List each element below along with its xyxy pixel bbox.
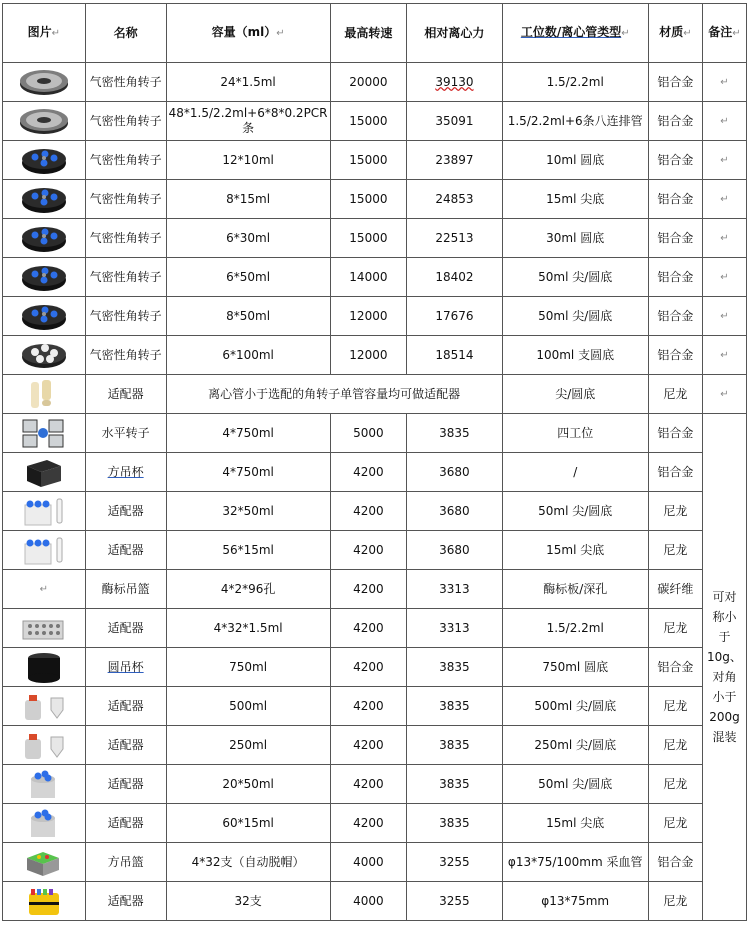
picture-cell xyxy=(3,765,86,804)
name-cell xyxy=(85,609,166,648)
tube-type-cell: 50ml 尖/圆底 xyxy=(502,765,648,804)
max-speed-cell: 20000 xyxy=(330,63,407,102)
max-speed-cell: 12000 xyxy=(330,297,407,336)
material-cell: 铝合金 xyxy=(648,102,702,141)
capacity-cell: 24*1.5ml xyxy=(166,63,330,102)
rotor-spec-table xyxy=(2,3,747,921)
rcf-cell xyxy=(407,804,502,843)
capacity-cell: 6*100ml xyxy=(166,336,330,375)
tube-type-cell: / xyxy=(502,453,648,492)
rcf-value: 24853 xyxy=(435,191,474,206)
remark-cell xyxy=(702,258,746,297)
paragraph-mark: ↵ xyxy=(720,233,729,244)
table-row xyxy=(3,765,747,804)
table-row xyxy=(3,531,747,570)
name-text: 适配器 xyxy=(107,815,144,830)
header-name: 名称 xyxy=(85,4,166,63)
picture-cell xyxy=(3,297,86,336)
picture-cell xyxy=(3,414,86,453)
table-row xyxy=(3,180,747,219)
table-row xyxy=(3,804,747,843)
remark-cell xyxy=(702,180,746,219)
header-rcf: 相对离心力 xyxy=(407,4,502,63)
name-cell xyxy=(85,102,166,141)
max-speed-cell: 4000 xyxy=(330,843,407,882)
white-angle-rotor-icon xyxy=(17,339,71,371)
table-row xyxy=(3,882,747,921)
round-bucket-icon xyxy=(17,651,71,683)
tube-type-cell: 10ml 圆底 xyxy=(502,141,648,180)
header-tube-type: 工位数/离心管类型↵ xyxy=(502,4,648,63)
rcf-cell xyxy=(407,609,502,648)
paragraph-mark: ↵ xyxy=(720,155,729,166)
name-text: 气密性角转子 xyxy=(89,74,162,89)
material-cell: 铝合金 xyxy=(648,258,702,297)
tube-type-cell: 50ml 尖/圆底 xyxy=(502,297,648,336)
name-cell xyxy=(85,765,166,804)
remark-cell xyxy=(702,102,746,141)
material-cell: 尼龙 xyxy=(648,687,702,726)
material-cell: 铝合金 xyxy=(648,180,702,219)
blue-angle-rotor-icon xyxy=(17,261,71,293)
tube-type-cell: 50ml 尖/圆底 xyxy=(502,258,648,297)
name-cell xyxy=(85,492,166,531)
name-text: 气密性角转子 xyxy=(89,113,162,128)
table-row xyxy=(3,297,747,336)
material-cell: 尼龙 xyxy=(648,492,702,531)
name-text: 酶标吊篮 xyxy=(101,581,150,596)
name-cell xyxy=(85,531,166,570)
tube-type-cell: 1.5/2.2ml xyxy=(502,609,648,648)
picture-cell xyxy=(3,531,86,570)
name-text: 气密性角转子 xyxy=(89,269,162,284)
round-angle-rotor-icon xyxy=(17,66,71,98)
rcf-cell xyxy=(407,648,502,687)
name-cell xyxy=(85,219,166,258)
capacity-cell: 48*1.5/2.2ml+6*8*0.2PCR条 xyxy=(166,102,330,141)
name-text: 适配器 xyxy=(107,737,144,752)
cylinder-adapter-icon xyxy=(17,807,71,839)
picture-cell xyxy=(3,375,86,414)
tube-type-cell: φ13*75/100mm 采血管 xyxy=(502,843,648,882)
block-adapter-icon xyxy=(17,612,71,644)
name-text: 适配器 xyxy=(107,698,144,713)
material-cell: 尼龙 xyxy=(648,765,702,804)
material-cell: 铝合金 xyxy=(648,297,702,336)
table-row xyxy=(3,63,747,102)
paragraph-mark: ↵ xyxy=(720,389,729,400)
material-cell: 尼龙 xyxy=(648,531,702,570)
picture-cell xyxy=(3,219,86,258)
name-text: 适配器 xyxy=(107,386,144,401)
remark-cell xyxy=(702,219,746,258)
tube-type-cell: 100ml 支圆底 xyxy=(502,336,648,375)
remark-cell xyxy=(702,297,746,336)
tube-type-cell: 250ml 尖/圆底 xyxy=(502,726,648,765)
material-cell: 尼龙 xyxy=(648,375,702,414)
rcf-value: 18402 xyxy=(435,269,474,284)
header-material: 材质↵ xyxy=(648,4,702,63)
picture-cell xyxy=(3,687,86,726)
capacity-cell: 250ml xyxy=(166,726,330,765)
capacity-cell: 32支 xyxy=(166,882,330,921)
rcf-cell xyxy=(407,414,502,453)
material-cell: 铝合金 xyxy=(648,63,702,102)
header-remark: 备注↵ xyxy=(702,4,746,63)
name-cell xyxy=(85,375,166,414)
capacity-cell: 500ml xyxy=(166,687,330,726)
rcf-value: 3680 xyxy=(439,464,470,479)
rcf-value: 3313 xyxy=(439,581,470,596)
square-bucket-icon xyxy=(17,456,71,488)
paragraph-mark: ↵ xyxy=(720,311,729,322)
tube-type-cell: 1.5/2.2ml xyxy=(502,63,648,102)
name-cell xyxy=(85,258,166,297)
material-cell: 铝合金 xyxy=(648,219,702,258)
bottle-adapter-icon xyxy=(17,690,71,722)
table-row xyxy=(3,570,747,609)
remark-cell xyxy=(702,141,746,180)
capacity-cell: 4*750ml xyxy=(166,414,330,453)
blue-cap-adapter-icon xyxy=(17,495,71,527)
paragraph-mark: ↵ xyxy=(720,77,729,88)
name-text: 气密性角转子 xyxy=(89,230,162,245)
header-picture: 图片↵ xyxy=(3,4,86,63)
table-row xyxy=(3,336,747,375)
rcf-cell xyxy=(407,882,502,921)
name-cell xyxy=(85,882,166,921)
capacity-cell: 750ml xyxy=(166,648,330,687)
blue-angle-rotor-icon xyxy=(17,144,71,176)
name-text: 方吊杯 xyxy=(107,464,144,479)
rcf-value: 3835 xyxy=(439,425,470,440)
capacity-cell: 20*50ml xyxy=(166,765,330,804)
merged-remark-cell: 可对称小于10g、对角小于200g混装 xyxy=(702,414,746,921)
rcf-value: 35091 xyxy=(435,113,474,128)
rcf-value: 39130 xyxy=(435,74,474,89)
tube-type-cell: 1.5/2.2ml+6条八连排管 xyxy=(502,102,648,141)
capacity-cell: 6*50ml xyxy=(166,258,330,297)
name-cell xyxy=(85,414,166,453)
material-cell: 尼龙 xyxy=(648,882,702,921)
rcf-value: 3255 xyxy=(439,893,470,908)
max-speed-cell: 15000 xyxy=(330,180,407,219)
table-row xyxy=(3,687,747,726)
name-cell xyxy=(85,297,166,336)
material-cell: 碳纤维 xyxy=(648,570,702,609)
picture-cell xyxy=(3,336,86,375)
picture-cell xyxy=(3,141,86,180)
picture-cell xyxy=(3,843,86,882)
rcf-cell xyxy=(407,570,502,609)
name-text: 适配器 xyxy=(107,503,144,518)
rcf-cell xyxy=(407,453,502,492)
rcf-value: 3835 xyxy=(439,698,470,713)
tube-type-cell: 15ml 尖底 xyxy=(502,531,648,570)
rcf-cell xyxy=(407,180,502,219)
tube-type-cell: 四工位 xyxy=(502,414,648,453)
blue-angle-rotor-icon xyxy=(17,222,71,254)
material-cell: 铝合金 xyxy=(648,453,702,492)
name-cell xyxy=(85,687,166,726)
picture-cell xyxy=(3,453,86,492)
name-text: 适配器 xyxy=(107,893,144,908)
rcf-cell xyxy=(407,297,502,336)
max-speed-cell: 4200 xyxy=(330,726,407,765)
cylinder-adapter-icon xyxy=(17,768,71,800)
name-cell xyxy=(85,63,166,102)
rcf-value: 23897 xyxy=(435,152,474,167)
rcf-cell xyxy=(407,63,502,102)
material-cell: 尼龙 xyxy=(648,726,702,765)
table-row xyxy=(3,102,747,141)
rcf-cell xyxy=(407,492,502,531)
max-speed-cell: 4000 xyxy=(330,882,407,921)
max-speed-cell: 15000 xyxy=(330,219,407,258)
name-cell xyxy=(85,726,166,765)
capacity-cell: 4*2*96孔 xyxy=(166,570,330,609)
name-text: 气密性角转子 xyxy=(89,191,162,206)
material-cell: 铝合金 xyxy=(648,843,702,882)
name-cell xyxy=(85,336,166,375)
rcf-value: 3313 xyxy=(439,620,470,635)
rcf-cell xyxy=(407,531,502,570)
picture-cell xyxy=(3,492,86,531)
capacity-cell: 8*50ml xyxy=(166,297,330,336)
merged-description-cell: 离心管小于选配的角转子单管容量均可做适配器 xyxy=(166,375,502,414)
max-speed-cell: 5000 xyxy=(330,414,407,453)
capacity-cell: 56*15ml xyxy=(166,531,330,570)
rcf-value: 3835 xyxy=(439,776,470,791)
rcf-cell xyxy=(407,336,502,375)
picture-cell xyxy=(3,726,86,765)
picture-cell xyxy=(3,648,86,687)
capacity-cell: 60*15ml xyxy=(166,804,330,843)
capacity-cell: 4*32*1.5ml xyxy=(166,609,330,648)
tube-type-cell: 15ml 尖底 xyxy=(502,804,648,843)
remark-cell xyxy=(702,336,746,375)
rcf-value: 3680 xyxy=(439,503,470,518)
blue-angle-rotor-icon xyxy=(17,300,71,332)
material-cell: 铝合金 xyxy=(648,414,702,453)
max-speed-cell: 4200 xyxy=(330,453,407,492)
picture-cell xyxy=(3,882,86,921)
paragraph-mark: ↵ xyxy=(720,116,729,127)
rcf-value: 3835 xyxy=(439,737,470,752)
name-text: 气密性角转子 xyxy=(89,347,162,362)
picture-cell xyxy=(3,258,86,297)
remark-cell xyxy=(702,63,746,102)
rcf-value: 3255 xyxy=(439,854,470,869)
picture-cell xyxy=(3,609,86,648)
paragraph-mark: ↵ xyxy=(39,584,48,595)
max-speed-cell: 4200 xyxy=(330,570,407,609)
capacity-cell: 8*15ml xyxy=(166,180,330,219)
table-row xyxy=(3,609,747,648)
swing-rotor-icon xyxy=(17,417,71,449)
tube-type-cell: 15ml 尖底 xyxy=(502,180,648,219)
table-row xyxy=(3,141,747,180)
picture-cell xyxy=(3,180,86,219)
rcf-cell xyxy=(407,141,502,180)
material-cell: 铝合金 xyxy=(648,141,702,180)
capacity-cell: 4*750ml xyxy=(166,453,330,492)
max-speed-cell: 4200 xyxy=(330,531,407,570)
table-row xyxy=(3,414,747,453)
tube-type-cell: 750ml 圆底 xyxy=(502,648,648,687)
tube-adapter-icon xyxy=(17,378,71,410)
max-speed-cell: 15000 xyxy=(330,141,407,180)
name-cell xyxy=(85,804,166,843)
header-capacity: 容量（ml）↵ xyxy=(166,4,330,63)
max-speed-cell: 4200 xyxy=(330,804,407,843)
max-speed-cell: 15000 xyxy=(330,102,407,141)
header-row xyxy=(3,4,747,63)
max-speed-cell: 4200 xyxy=(330,492,407,531)
table-row xyxy=(3,453,747,492)
table-row xyxy=(3,258,747,297)
rcf-value: 3835 xyxy=(439,659,470,674)
tube-type-cell: 50ml 尖/圆底 xyxy=(502,492,648,531)
material-cell: 尼龙 xyxy=(648,804,702,843)
tube-type-cell: φ13*75mm xyxy=(502,882,648,921)
picture-cell xyxy=(3,102,86,141)
max-speed-cell: 4200 xyxy=(330,648,407,687)
header-max-speed: 最高转速 xyxy=(330,4,407,63)
capacity-cell: 32*50ml xyxy=(166,492,330,531)
rcf-value: 22513 xyxy=(435,230,474,245)
max-speed-cell: 4200 xyxy=(330,687,407,726)
rcf-cell xyxy=(407,219,502,258)
name-text: 适配器 xyxy=(107,620,144,635)
max-speed-cell: 4200 xyxy=(330,609,407,648)
material-cell: 尼龙 xyxy=(648,609,702,648)
round-angle-rotor-icon xyxy=(17,105,71,137)
capacity-cell: 4*32支（自动脱帽） xyxy=(166,843,330,882)
yellow-rack-icon xyxy=(17,885,71,917)
name-cell xyxy=(85,648,166,687)
rcf-cell xyxy=(407,726,502,765)
remark-cell xyxy=(702,375,746,414)
rcf-cell xyxy=(407,258,502,297)
blue-cap-adapter-icon xyxy=(17,534,71,566)
rcf-cell xyxy=(407,687,502,726)
table-row xyxy=(3,843,747,882)
name-cell xyxy=(85,180,166,219)
paragraph-mark: ↵ xyxy=(720,272,729,283)
rcf-cell xyxy=(407,102,502,141)
name-cell xyxy=(85,453,166,492)
table-row xyxy=(3,726,747,765)
table-row xyxy=(3,219,747,258)
rcf-value: 18514 xyxy=(435,347,474,362)
tube-type-cell: 尖/圆底 xyxy=(502,375,648,414)
blue-angle-rotor-icon xyxy=(17,183,71,215)
max-speed-cell: 12000 xyxy=(330,336,407,375)
capacity-cell: 12*10ml xyxy=(166,141,330,180)
name-cell xyxy=(85,570,166,609)
table-row xyxy=(3,648,747,687)
paragraph-mark: ↵ xyxy=(720,350,729,361)
rcf-cell xyxy=(407,765,502,804)
picture-cell xyxy=(3,570,86,609)
tube-type-cell: 30ml 圆底 xyxy=(502,219,648,258)
picture-cell xyxy=(3,63,86,102)
material-cell: 铝合金 xyxy=(648,336,702,375)
max-speed-cell: 4200 xyxy=(330,765,407,804)
material-cell: 铝合金 xyxy=(648,648,702,687)
tube-type-cell: 酶标板/深孔 xyxy=(502,570,648,609)
table-row xyxy=(3,375,747,414)
capacity-cell: 6*30ml xyxy=(166,219,330,258)
name-cell xyxy=(85,843,166,882)
table-row xyxy=(3,492,747,531)
rcf-cell xyxy=(407,843,502,882)
rcf-value: 3835 xyxy=(439,815,470,830)
name-cell xyxy=(85,141,166,180)
picture-cell xyxy=(3,804,86,843)
name-text: 适配器 xyxy=(107,776,144,791)
name-text: 适配器 xyxy=(107,542,144,557)
rcf-value: 3680 xyxy=(439,542,470,557)
name-text: 水平转子 xyxy=(101,425,150,440)
bottle-adapter-icon xyxy=(17,729,71,761)
tube-type-cell: 500ml 尖/圆底 xyxy=(502,687,648,726)
name-text: 气密性角转子 xyxy=(89,152,162,167)
name-text: 方吊篮 xyxy=(107,854,144,869)
name-text: 圆吊杯 xyxy=(107,659,144,674)
name-text: 气密性角转子 xyxy=(89,308,162,323)
max-speed-cell: 14000 xyxy=(330,258,407,297)
paragraph-mark: ↵ xyxy=(720,194,729,205)
rcf-value: 17676 xyxy=(435,308,474,323)
blood-basket-icon xyxy=(17,846,71,878)
